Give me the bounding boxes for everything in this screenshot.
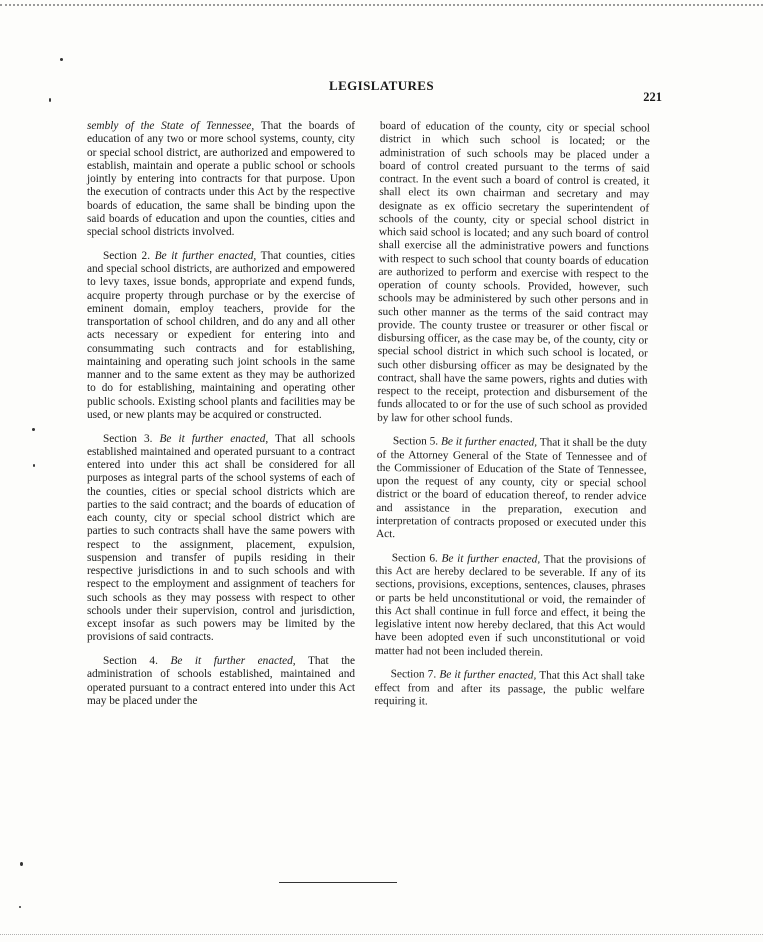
bottom-dotted-border <box>0 934 763 935</box>
paragraph-text: That the boards of education of any two or more school systems, county, city or special school district, are authorized and empowered to establish, maintain and operate a public school or schools jointly by entering into contracts for that purpose. Upon the execution of contracts under this Act by the respective boards of education, the same shall be binding upon the said boards of education and upon the counties, cities and special school districts involved. <box>87 120 356 238</box>
section-7 <box>374 668 644 710</box>
section-label: Section 2. <box>103 249 151 262</box>
end-of-act-rule <box>279 882 397 883</box>
enacting-phrase: Be it further enacted, <box>159 432 269 445</box>
section-3 <box>87 433 355 645</box>
paragraph-enacting-clause <box>87 120 355 239</box>
section-2 <box>87 250 355 422</box>
enacting-phrase: Be it further enacted, <box>441 552 541 566</box>
enacting-clause-lead: sembly of the State of Tennessee, <box>87 120 255 132</box>
section-text: That the provisions of this Act are hereby declared to be severable. If any of its sections, provisions, exceptions, sentences, clauses, phrases or parts be held unconstitutional or void, the remainder of this Act shall continue in full force and effect, it being the legislative intent now hereby declared, that this Act would have been adopted even if such unconstitutional or void matter had not been included therein. <box>374 553 646 659</box>
enacting-phrase: Be it further enacted, <box>154 249 257 262</box>
section-text: That this Act shall take effect from and after its passage, the public welfare requiring it. <box>374 669 645 708</box>
section-label: Section 3. <box>103 432 153 445</box>
scan-speck <box>33 464 35 467</box>
section-5 <box>376 435 647 544</box>
section-text: That it shall be the duty of the Attorney General of the State of Tennessee and of the Commissioner of Education of the State of Tennessee, upon the request of any county, city or special school district or the board of education thereof, to render advice and assistance in the preparation, execution and interpretation of contracts proposed or executed under this Act. <box>375 436 647 541</box>
section-6 <box>375 552 646 661</box>
scan-speck <box>60 58 63 61</box>
enacting-phrase: Be it further enacted, <box>440 435 538 449</box>
section-text: That all schools established maintained and operated pursuant to a contract entered into under this act shall be considered for all purposes as integral parts of the school systems of each of the counties, cities or special school districts which are parties to the said contract; and the boards of education of each county, city or special school district which are parties to such contracts shall have the same powers with respect to the assignment, placement, expulsion, suspension and transfer of pupils residing in their respective jurisdictions in and to such schools and with respect to the employment and assignment of teachers for such schools as they may possess with respect to other schools under their supervision, control and jurisdiction, except insofar as such powers may be limited by the provisions of said contracts. <box>87 432 356 644</box>
running-head: LEGISLATURES <box>329 78 434 93</box>
page-number: 221 <box>643 90 662 104</box>
top-dotted-border <box>0 4 763 6</box>
scan-speck <box>19 906 21 908</box>
scan-speck <box>32 428 35 431</box>
section-4 <box>87 655 355 708</box>
section-label: Section 7. <box>390 668 437 681</box>
section-text: That the administration of schools established, maintained and operated pursuant to a contract entered into under this Act may be placed under the <box>87 655 355 707</box>
right-column <box>374 120 650 721</box>
section-4-continued: board of education of the county, city or special school district in which such school is located; or the administration of such schools may be placed under a board of control created pursuant to the terms of said contract. In the event such a board of control is created, it shall elect its own chairman and secretary and may designate as ex officio secretary the superintendent of schools of the county, city or special school district in which said school is located; and any such board of control shall exercise all the administrative powers and functions with respect to such school that county boards of education are authorized to perform and exercise with respect to the operation of county schools. Provided, however, such schools may be administered by such other persons and in such other manner as the terms of the said contract may provide. The county trustee or treasurer or other fiscal or disbursing officer, as the case may be, of the county, city or special school district in which such school is located, or such other disbursing officer as may be designated by the contract, shall have the same powers, rights and duties with respect to the receipt, protection and disbursement of the funds allocated to or for the use of such school as provided by law for other school funds. <box>377 120 650 425</box>
section-label: Section 6. <box>391 551 438 565</box>
section-label: Section 5. <box>392 435 439 448</box>
enacting-phrase: Be it further enacted, <box>170 655 296 667</box>
section-label: Section 4. <box>103 655 158 667</box>
scan-speck <box>20 862 23 866</box>
section-text: That counties, cities and special school districts, are authorized and empowered to levy taxes, issue bonds, appropriate and expend funds, acquire property through purchase or by the exercise of eminent domain, employ teachers, provide for the transportation of school children, and do any and all other acts necessary or expedient for entering into and consummating such contracts and for establishing, maintaining and operating such joint schools in the same manner and to the same extent as they may be authorized to do for establishing, maintaining and operating other public schools. Existing school plants and facilities may be used, or new plants may be acquired or constructed. <box>87 249 356 421</box>
enacting-phrase: Be it further enacted, <box>439 668 537 682</box>
left-column <box>87 120 355 719</box>
scan-speck <box>49 98 51 102</box>
